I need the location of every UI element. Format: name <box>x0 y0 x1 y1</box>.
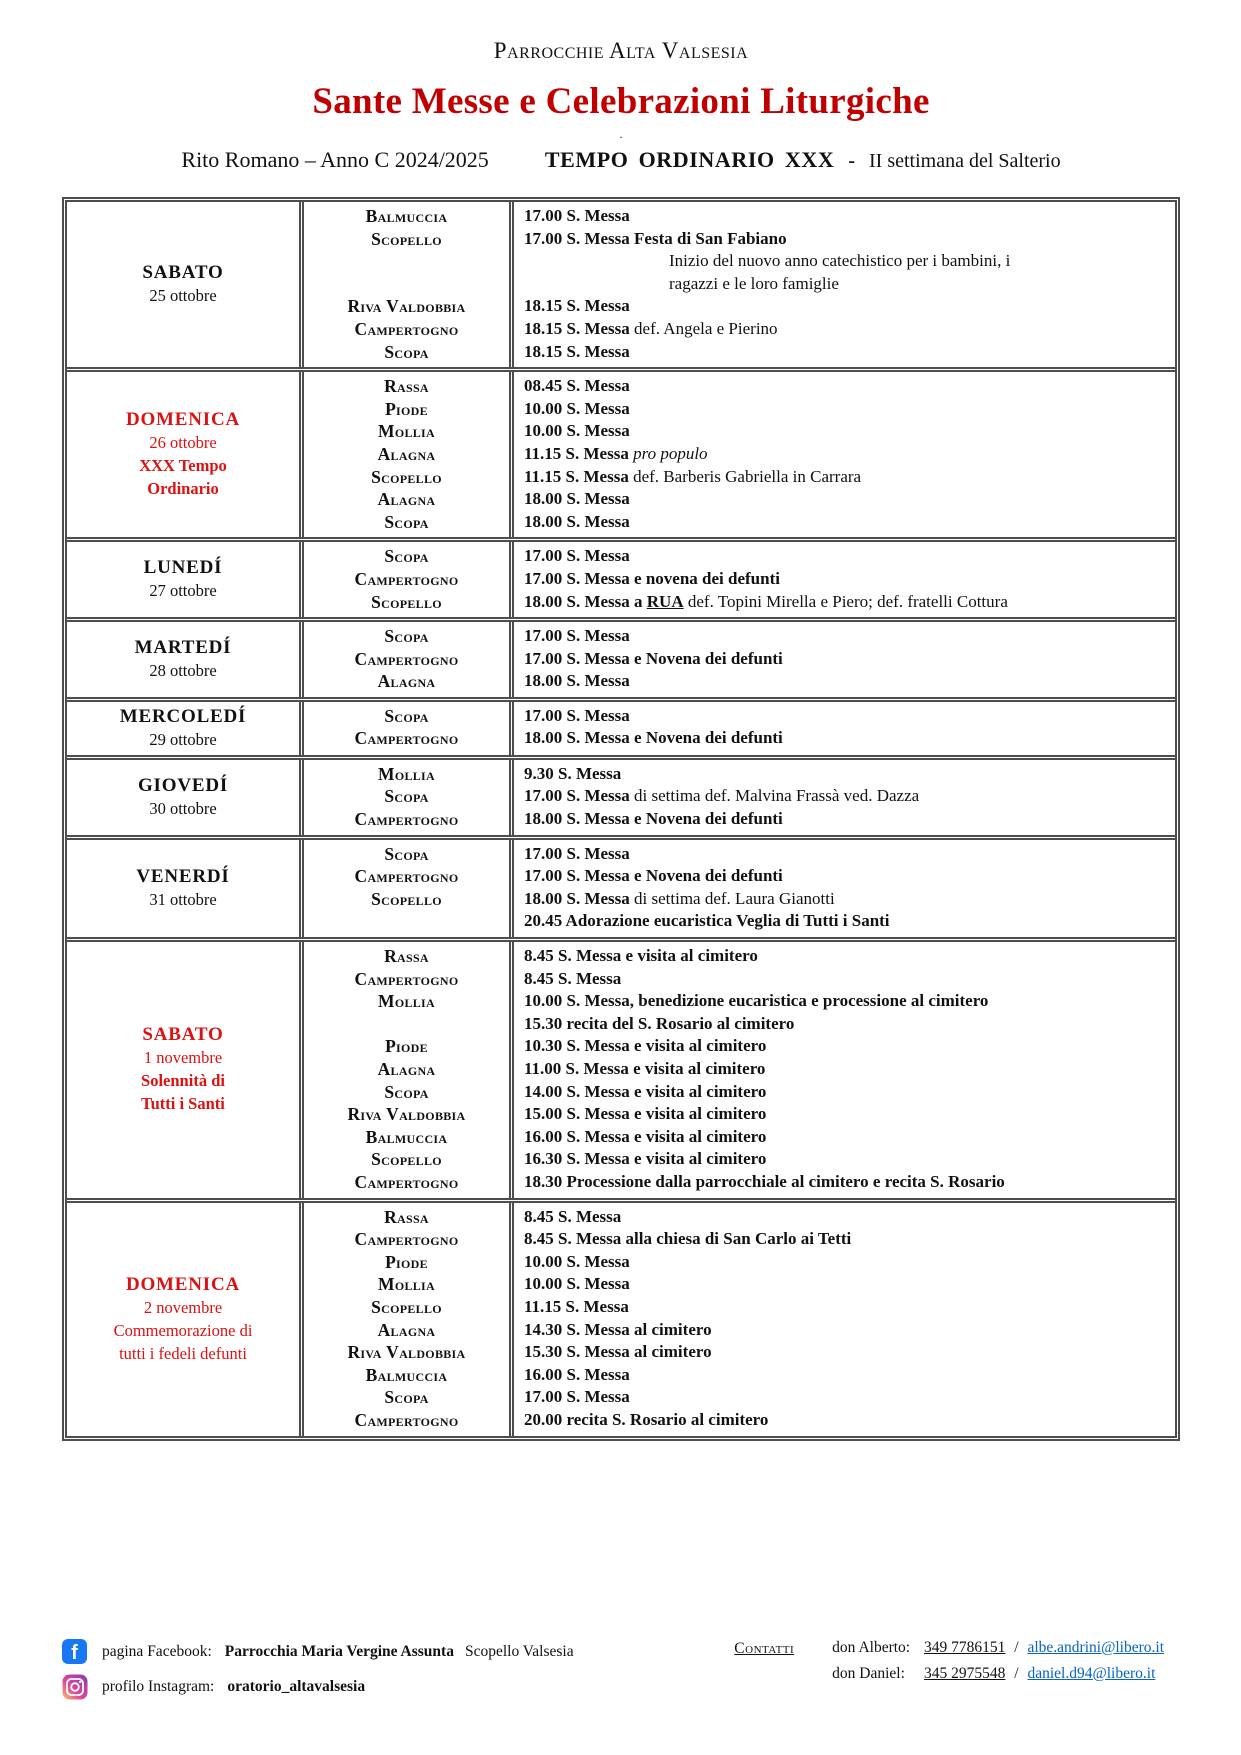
mass-text: 8.45 S. Messa <box>524 1206 622 1226</box>
location-label: Rassa <box>384 376 429 397</box>
mass-cell <box>514 372 1175 537</box>
liturgical-season-label: TEMPO ORDINARIO XXX <box>544 147 835 172</box>
location-label: Alagna <box>377 1059 436 1079</box>
mass-text: 15.30 recita del S. Rosario al cimitero <box>524 1013 795 1033</box>
mass-line <box>524 488 1175 511</box>
mass-line <box>524 591 1175 614</box>
mass-line <box>524 990 1175 1013</box>
mass-text: 17.00 S. Messa <box>524 843 630 863</box>
location-label: Scopello <box>371 888 442 909</box>
mass-line <box>524 511 1175 534</box>
mass-line <box>524 1251 1175 1274</box>
mass-text: 10.00 S. Messa <box>524 1274 630 1294</box>
location-cell <box>304 840 514 937</box>
contact-line-alberto <box>832 1639 1164 1657</box>
location-label: Scopa <box>384 1081 429 1102</box>
instagram-icon <box>62 1674 88 1700</box>
location-label: Campertogno <box>354 1171 459 1192</box>
day-detail: Tutti i Santi <box>141 1094 225 1114</box>
table-row <box>67 1198 1175 1436</box>
location-cell <box>304 202 514 367</box>
mass-line <box>524 228 1175 251</box>
location-label <box>304 1013 509 1036</box>
location-label: Alagna <box>377 671 436 692</box>
mass-text: 17.00 S. Messa <box>524 786 635 806</box>
location-label: Campertogno <box>354 968 459 989</box>
page-footer <box>62 1639 1180 1709</box>
day-cell <box>67 542 304 617</box>
mass-text: 11.15 S. Messa <box>524 1296 629 1316</box>
location-label: Mollia <box>378 421 435 442</box>
mass-line <box>524 1273 1175 1296</box>
mass-text: 16.30 S. Messa e visita al cimitero <box>524 1149 767 1169</box>
mass-text: 14.00 S. Messa e visita al cimitero <box>524 1081 767 1101</box>
location-label: Scopa <box>384 786 429 807</box>
location-label: Piode <box>385 1036 428 1057</box>
mass-text: 16.00 S. Messa <box>524 1364 630 1384</box>
location-label: Balmuccia <box>365 1364 448 1385</box>
mass-text: 20.00 recita S. Rosario al cimitero <box>524 1409 769 1429</box>
location-label: Scopello <box>371 466 442 487</box>
location-label: Mollia <box>378 763 435 784</box>
location-label: Alagna <box>377 1319 436 1340</box>
mass-cell <box>514 702 1175 755</box>
day-detail: Solennità di <box>141 1071 225 1091</box>
mass-line <box>524 763 1175 786</box>
location-label: Scopa <box>384 843 429 864</box>
location-label: Balmuccia <box>365 206 448 226</box>
mass-text: di settima def. Laura Gianotti <box>634 888 835 908</box>
facebook-label: pagina Facebook: <box>102 1642 212 1660</box>
mass-text: 16.00 S. Messa e visita al cimitero <box>524 1126 767 1146</box>
mass-line <box>524 341 1175 364</box>
location-label: Campertogno <box>354 568 459 589</box>
mass-text: 18.00 S. Messa a <box>524 591 647 611</box>
table-row <box>67 617 1175 697</box>
mass-line <box>524 1206 1175 1229</box>
mass-text: 20.45 Adorazione eucaristica Veglia di Tutti i Santi <box>524 911 890 931</box>
day-cell <box>67 702 304 755</box>
mass-text: 11.15 S. Messa <box>524 466 634 486</box>
mass-cell <box>514 622 1175 697</box>
mass-line <box>524 670 1175 693</box>
location-label: Alagna <box>377 443 436 464</box>
mass-line <box>524 1341 1175 1364</box>
location-cell <box>304 942 514 1198</box>
mass-text: def. Angela e Pierino <box>634 318 778 338</box>
mass-cell <box>514 760 1175 835</box>
day-detail: 29 ottobre <box>149 729 217 749</box>
mass-text: 18.00 S. Messa <box>524 511 630 531</box>
table-row <box>67 755 1175 835</box>
day-name: GIOVEDÍ <box>137 774 229 796</box>
email-link[interactable]: albe.andrini@libero.it <box>1027 1638 1164 1656</box>
mass-cell <box>514 942 1175 1198</box>
location-label: Scopa <box>384 341 429 362</box>
social-links <box>62 1639 574 1709</box>
mass-text: 10.30 S. Messa e visita al cimitero <box>524 1036 767 1056</box>
mass-text: pro populo <box>633 443 708 463</box>
location-label: Campertogno <box>354 648 459 669</box>
mass-line <box>524 1171 1175 1194</box>
day-cell <box>67 840 304 937</box>
mass-line <box>524 398 1175 421</box>
mass-line <box>524 945 1175 968</box>
mass-text: 8.45 S. Messa e visita al cimitero <box>524 946 758 966</box>
mass-text: 10.00 S. Messa <box>524 1251 630 1271</box>
location-cell <box>304 760 514 835</box>
page-title: Sante Messe e Celebrazioni Liturgiche <box>312 81 930 122</box>
mass-line <box>524 808 1175 831</box>
mass-line <box>524 375 1175 398</box>
location-cell <box>304 622 514 697</box>
separator: / <box>1014 1664 1019 1682</box>
contacts-block <box>734 1639 1164 1691</box>
location-label: Rassa <box>384 946 429 967</box>
location-label: Scopello <box>371 591 442 612</box>
mass-line <box>524 545 1175 568</box>
mass-text: RUA <box>646 591 684 611</box>
mass-line <box>524 1035 1175 1058</box>
day-detail: Ordinario <box>147 479 219 499</box>
mass-text: Inizio del nuovo anno catechistico per i bambini, i <box>669 251 1011 271</box>
location-label: Alagna <box>377 489 436 510</box>
mass-text: 14.30 S. Messa al cimitero <box>524 1319 712 1339</box>
mass-line <box>524 1148 1175 1171</box>
location-label: Scopa <box>384 511 429 532</box>
mass-line <box>524 968 1175 991</box>
day-cell <box>67 760 304 835</box>
mass-line <box>524 443 1175 466</box>
contact-line-daniel <box>832 1665 1164 1683</box>
mass-text: 17.00 S. Messa e Novena dei defunti <box>524 866 783 886</box>
day-cell <box>67 372 304 537</box>
mass-text: 18.15 S. Messa <box>524 296 630 316</box>
day-detail: 25 ottobre <box>149 286 217 306</box>
facebook-row <box>62 1639 574 1665</box>
location-label: Scopa <box>384 705 429 726</box>
phone-link[interactable]: 345 2975548 <box>924 1664 1006 1682</box>
mass-line <box>524 1081 1175 1104</box>
mass-text: 15.30 S. Messa al cimitero <box>524 1342 712 1362</box>
mass-line <box>524 1103 1175 1126</box>
day-detail: 27 ottobre <box>149 581 217 601</box>
day-detail: XXX Tempo <box>139 456 227 476</box>
mass-line <box>524 625 1175 648</box>
mass-text: 17.00 S. Messa e Novena dei defunti <box>524 648 783 668</box>
mass-text: 18.00 S. Messa <box>524 888 635 908</box>
mass-text: 18.00 S. Messa e Novena dei defunti <box>524 809 783 829</box>
day-detail: 2 novembre <box>143 1297 223 1317</box>
mass-text: 17.00 S. Messa <box>524 206 630 225</box>
mass-text: 10.00 S. Messa, benedizione eucaristica e processione al cimitero <box>524 991 989 1011</box>
mass-text: 17.00 S. Messa e novena dei defunti <box>524 568 780 588</box>
day-detail: 26 ottobre <box>149 433 217 453</box>
instagram-profile-name: oratorio_altavalsesia <box>227 1677 366 1695</box>
table-row <box>67 202 1175 367</box>
stray-period: . <box>619 127 623 141</box>
location-label <box>304 910 509 933</box>
mass-text: 17.00 S. Messa <box>524 546 630 566</box>
mass-line <box>524 865 1175 888</box>
day-cell <box>67 942 304 1198</box>
mass-text: def. Barberis Gabriella in Carrara <box>633 466 862 486</box>
mass-line <box>524 1409 1175 1432</box>
location-label: Campertogno <box>354 809 459 830</box>
day-detail: 30 ottobre <box>149 798 217 818</box>
mass-line <box>524 1319 1175 1342</box>
mass-line <box>524 1386 1175 1409</box>
subtitle-row <box>62 147 1180 173</box>
location-label: Balmuccia <box>365 1126 448 1147</box>
facebook-icon: f <box>62 1639 88 1665</box>
location-label: Mollia <box>378 991 435 1012</box>
day-name: DOMENICA <box>125 409 241 431</box>
mass-line <box>524 568 1175 591</box>
contact-name: don Alberto: <box>832 1638 911 1656</box>
table-row <box>67 537 1175 617</box>
mass-cell <box>514 1203 1175 1436</box>
day-name: MARTEDÍ <box>134 636 232 658</box>
mass-text: 15.00 S. Messa e visita al cimitero <box>524 1104 767 1124</box>
day-name: LUNEDÍ <box>143 557 223 579</box>
instagram-label: profilo Instagram: <box>102 1677 215 1695</box>
mass-line <box>524 295 1175 318</box>
day-detail: tutti i fedeli defunti <box>119 1343 247 1363</box>
mass-line <box>524 785 1175 808</box>
mass-line <box>524 1364 1175 1387</box>
location-label: Scopello <box>371 1296 442 1317</box>
instagram-row <box>62 1674 574 1700</box>
location-label: Campertogno <box>354 318 459 339</box>
location-label: Campertogno <box>354 1229 459 1250</box>
mass-cell <box>514 840 1175 937</box>
location-label: Piode <box>385 398 428 419</box>
facebook-page-location: Scopello Valsesia <box>464 1642 574 1660</box>
mass-text: 17.00 S. Messa <box>524 1387 630 1407</box>
mass-line <box>524 205 1175 228</box>
day-cell <box>67 1203 304 1436</box>
location-label <box>304 273 509 296</box>
table-row <box>67 697 1175 755</box>
day-name: MERCOLEDÍ <box>119 705 247 727</box>
location-label: Rassa <box>384 1206 429 1227</box>
day-name: SABATO <box>142 262 224 284</box>
location-label: Campertogno <box>354 866 459 887</box>
mass-text: 18.00 S. Messa e Novena dei defunti <box>524 728 783 748</box>
location-label: Mollia <box>378 1274 435 1295</box>
mass-text: 8.45 S. Messa alla chiesa di San Carlo ai Tetti <box>524 1229 852 1249</box>
mass-text: def. Topini Mirella e Piero; def. fratelli Cottura <box>683 591 1008 611</box>
mass-line <box>524 1058 1175 1081</box>
mass-line <box>524 273 1175 296</box>
mass-text: di settima def. Malvina Frassà ved. Dazza <box>634 786 920 806</box>
mass-text: 9.30 S. Messa <box>524 763 622 783</box>
day-cell <box>67 622 304 697</box>
mass-text: 17.00 S. Messa <box>524 626 630 646</box>
mass-text: 18.15 S. Messa <box>524 318 635 338</box>
mass-line <box>524 1228 1175 1251</box>
mass-cell <box>514 542 1175 617</box>
table-row <box>67 937 1175 1198</box>
email-link[interactable]: daniel.d94@libero.it <box>1027 1664 1156 1682</box>
mass-line <box>524 466 1175 489</box>
mass-line <box>524 318 1175 341</box>
day-detail: 31 ottobre <box>149 889 217 909</box>
mass-line <box>524 648 1175 671</box>
mass-line <box>524 705 1175 728</box>
location-cell <box>304 702 514 755</box>
location-label: Scopa <box>384 626 429 647</box>
separator: / <box>1014 1638 1019 1656</box>
mass-text: 11.00 S. Messa e visita al cimitero <box>524 1059 766 1078</box>
day-detail: 28 ottobre <box>149 660 217 680</box>
location-label: Campertogno <box>354 1409 459 1430</box>
mass-line <box>524 843 1175 866</box>
location-label: Scopa <box>384 1387 429 1408</box>
mass-text: 11.15 S. Messa <box>524 443 634 463</box>
subtitle-dash: - <box>848 150 855 172</box>
mass-line <box>524 727 1175 750</box>
mass-schedule-table <box>62 197 1180 1441</box>
mass-line <box>524 1296 1175 1319</box>
psalter-week-label: II settimana del Salterio <box>869 150 1061 172</box>
location-label: Riva Valdobbia <box>347 296 466 317</box>
phone-link[interactable]: 349 7786151 <box>924 1638 1006 1656</box>
organization-name: Parrocchie Alta Valsesia <box>493 38 749 63</box>
mass-cell <box>514 202 1175 367</box>
day-detail: Commemorazione di <box>113 1320 253 1340</box>
facebook-page-name: Parrocchia Maria Vergine Assunta <box>224 1642 454 1660</box>
location-cell <box>304 542 514 617</box>
contacts-heading: Contatti <box>734 1639 795 1657</box>
mass-line <box>524 1013 1175 1036</box>
location-label <box>304 250 509 273</box>
location-label: Piode <box>385 1251 428 1272</box>
mass-text: 8.45 S. Messa <box>524 968 622 988</box>
location-label: Riva Valdobbia <box>347 1104 466 1125</box>
mass-text: 10.00 S. Messa <box>524 421 630 441</box>
mass-text: 10.00 S. Messa <box>524 398 630 418</box>
mass-line <box>524 1126 1175 1149</box>
mass-line <box>524 888 1175 911</box>
mass-text: 08.45 S. Messa <box>524 376 630 396</box>
mass-text: 17.00 S. Messa <box>524 705 630 725</box>
day-cell <box>67 202 304 367</box>
location-label: Scopa <box>384 546 429 567</box>
day-detail: 1 novembre <box>143 1048 223 1068</box>
mass-text: ragazzi e le loro famiglie <box>669 273 839 293</box>
rite-year-label: Rito Romano – Anno C 2024/2025 <box>181 147 489 172</box>
table-row <box>67 367 1175 537</box>
mass-text: 17.00 S. Messa Festa di San Fabiano <box>524 228 787 248</box>
location-label: Scopello <box>371 228 442 249</box>
day-name: VENERDÍ <box>136 865 230 887</box>
day-name: SABATO <box>142 1024 224 1046</box>
contact-lines <box>832 1639 1164 1691</box>
mass-text: 18.00 S. Messa <box>524 489 630 509</box>
location-cell <box>304 1203 514 1436</box>
location-label: Campertogno <box>354 728 459 749</box>
mass-text: 18.15 S. Messa <box>524 341 630 361</box>
mass-line <box>524 420 1175 443</box>
day-name: DOMENICA <box>125 1273 241 1295</box>
location-cell <box>304 372 514 537</box>
location-label: Riva Valdobbia <box>347 1342 466 1363</box>
location-label: Scopello <box>371 1149 442 1170</box>
mass-text: 18.00 S. Messa <box>524 671 630 691</box>
mass-line <box>524 250 1175 273</box>
mass-text: 18.30 Processione dalla parrocchiale al cimitero e recita S. Rosario <box>524 1171 1005 1191</box>
contact-name: don Daniel: <box>832 1664 905 1682</box>
table-row <box>67 835 1175 937</box>
mass-line <box>524 910 1175 933</box>
